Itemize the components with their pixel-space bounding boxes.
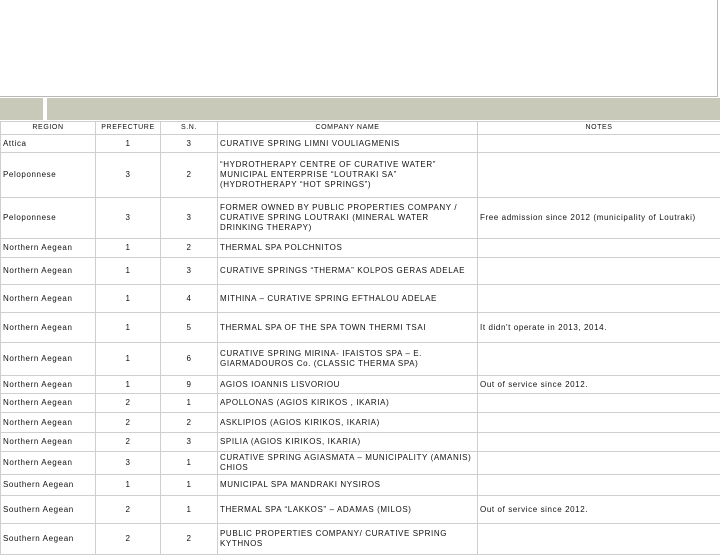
table-header-row [1, 122, 720, 135]
cell-prefecture: 1 [96, 239, 161, 258]
cell-company-name: CURATIVE SPRING MIRINA- IFAISTOS SPA – E. GIARMADOUROS Co. (CLASSIC THERMA SPA) [218, 343, 478, 376]
cell-notes [478, 394, 720, 413]
header-sn: S.N. [161, 122, 218, 135]
table-row [1, 452, 720, 475]
cell-region: Southern Aegean [1, 475, 96, 496]
cell-notes: Out of service since 2012. [478, 376, 720, 394]
cell-prefecture: 3 [96, 452, 161, 475]
table-row [1, 198, 720, 239]
cell-prefecture: 2 [96, 524, 161, 555]
cell-notes [478, 285, 720, 313]
cell-company-name: MUNICIPAL SPA MANDRAKI NYSIROS [218, 475, 478, 496]
cell-region: Southern Aegean [1, 496, 96, 524]
cell-company-name: FORMER OWNED BY PUBLIC PROPERTIES COMPANY / CURATIVE SPRING LOUTRAKI (MINERAL WATER DRINKING THERAPY) [218, 198, 478, 239]
header-company-name: COMPANY NAME [218, 122, 478, 135]
cell-region: Peloponnese [1, 198, 96, 239]
cell-company-name: SPILIA (AGIOS KIRIKOS, IKARIA) [218, 433, 478, 452]
cell-prefecture: 1 [96, 135, 161, 153]
cell-region: Northern Aegean [1, 452, 96, 475]
cell-prefecture: 1 [96, 258, 161, 285]
cell-region: Northern Aegean [1, 258, 96, 285]
table-row [1, 376, 720, 394]
table-row [1, 524, 720, 555]
cell-company-name: AGIOS IOANNIS LISVORIOU [218, 376, 478, 394]
cell-notes [478, 413, 720, 433]
table-row [1, 343, 720, 376]
cell-sn: 1 [161, 452, 218, 475]
cell-notes [478, 475, 720, 496]
table-row [1, 496, 720, 524]
cell-prefecture: 3 [96, 198, 161, 239]
table-row [1, 475, 720, 496]
header-region: REGION [1, 122, 96, 135]
header-bar-left [0, 98, 43, 120]
cell-company-name: MITHINA – CURATIVE SPRING EFTHALOU ADELAE [218, 285, 478, 313]
header-bar-right [47, 98, 720, 120]
cell-sn: 2 [161, 413, 218, 433]
cell-sn: 3 [161, 433, 218, 452]
table-row [1, 239, 720, 258]
cell-company-name: APOLLONAS (AGIOS KIRIKOS , IKARIA) [218, 394, 478, 413]
cell-notes [478, 452, 720, 475]
cell-region: Northern Aegean [1, 413, 96, 433]
cell-region: Attica [1, 135, 96, 153]
cell-notes [478, 343, 720, 376]
cell-company-name: PUBLIC PROPERTIES COMPANY/ CURATIVE SPRING KYTHNOS [218, 524, 478, 555]
spa-table [0, 121, 720, 555]
cell-notes [478, 135, 720, 153]
cell-company-name: THERMAL SPA POLCHNITOS [218, 239, 478, 258]
table-row [1, 285, 720, 313]
table-row [1, 313, 720, 343]
cell-prefecture: 1 [96, 313, 161, 343]
cell-prefecture: 1 [96, 285, 161, 313]
cell-sn: 2 [161, 239, 218, 258]
cell-notes: Out of service since 2012. [478, 496, 720, 524]
cell-company-name: THERMAL SPA “LAKKOS” – ADAMAS (MILOS) [218, 496, 478, 524]
cell-notes [478, 433, 720, 452]
cell-sn: 1 [161, 496, 218, 524]
table-row [1, 394, 720, 413]
cell-region: Northern Aegean [1, 343, 96, 376]
cell-region: Northern Aegean [1, 313, 96, 343]
cell-company-name: CURATIVE SPRINGS “THERMA” KOLPOS GERAS ADELAE [218, 258, 478, 285]
cell-sn: 9 [161, 376, 218, 394]
cell-region: Northern Aegean [1, 239, 96, 258]
cell-company-name: “HYDROTHERAPY CENTRE OF CURATIVE WATER” MUNICIPAL ENTERPRISE “LOUTRAKI SA” (HYDROTHERAPY “HOT SPRINGS”) [218, 153, 478, 198]
cell-region: Northern Aegean [1, 433, 96, 452]
cell-sn: 3 [161, 198, 218, 239]
cell-prefecture: 3 [96, 153, 161, 198]
cell-region: Southern Aegean [1, 524, 96, 555]
cell-notes [478, 524, 720, 555]
cell-sn: 2 [161, 153, 218, 198]
cell-region: Peloponnese [1, 153, 96, 198]
title-area [0, 0, 718, 97]
table-row [1, 153, 720, 198]
cell-notes [478, 153, 720, 198]
cell-prefecture: 2 [96, 394, 161, 413]
cell-sn: 2 [161, 524, 218, 555]
header-notes: NOTES [478, 122, 720, 135]
table-row [1, 258, 720, 285]
cell-prefecture: 2 [96, 433, 161, 452]
cell-notes [478, 239, 720, 258]
cell-sn: 1 [161, 394, 218, 413]
cell-sn: 5 [161, 313, 218, 343]
cell-notes: It didn't operate in 2013, 2014. [478, 313, 720, 343]
cell-prefecture: 2 [96, 496, 161, 524]
header-prefecture: PREFECTURE [96, 122, 161, 135]
cell-region: Northern Aegean [1, 394, 96, 413]
cell-company-name: CURATIVE SPRING AGIASMATA – MUNICIPALITY (AMANIS) CHIOS [218, 452, 478, 475]
cell-notes [478, 258, 720, 285]
cell-prefecture: 1 [96, 376, 161, 394]
cell-company-name: CURATIVE SPRING LIMNI VOULIAGMENIS [218, 135, 478, 153]
cell-sn: 3 [161, 258, 218, 285]
cell-notes: Free admission since 2012 (municipality of Loutraki) [478, 198, 720, 239]
table-row [1, 433, 720, 452]
cell-region: Northern Aegean [1, 285, 96, 313]
table-row [1, 135, 720, 153]
cell-prefecture: 2 [96, 413, 161, 433]
cell-region: Northern Aegean [1, 376, 96, 394]
table-row [1, 413, 720, 433]
cell-sn: 1 [161, 475, 218, 496]
cell-company-name: ASKLIPIOS (AGIOS KIRIKOS, IKARIA) [218, 413, 478, 433]
cell-sn: 3 [161, 135, 218, 153]
cell-sn: 4 [161, 285, 218, 313]
cell-prefecture: 1 [96, 343, 161, 376]
cell-prefecture: 1 [96, 475, 161, 496]
cell-sn: 6 [161, 343, 218, 376]
cell-company-name: THERMAL SPA OF THE SPA TOWN THERMI TSAI [218, 313, 478, 343]
